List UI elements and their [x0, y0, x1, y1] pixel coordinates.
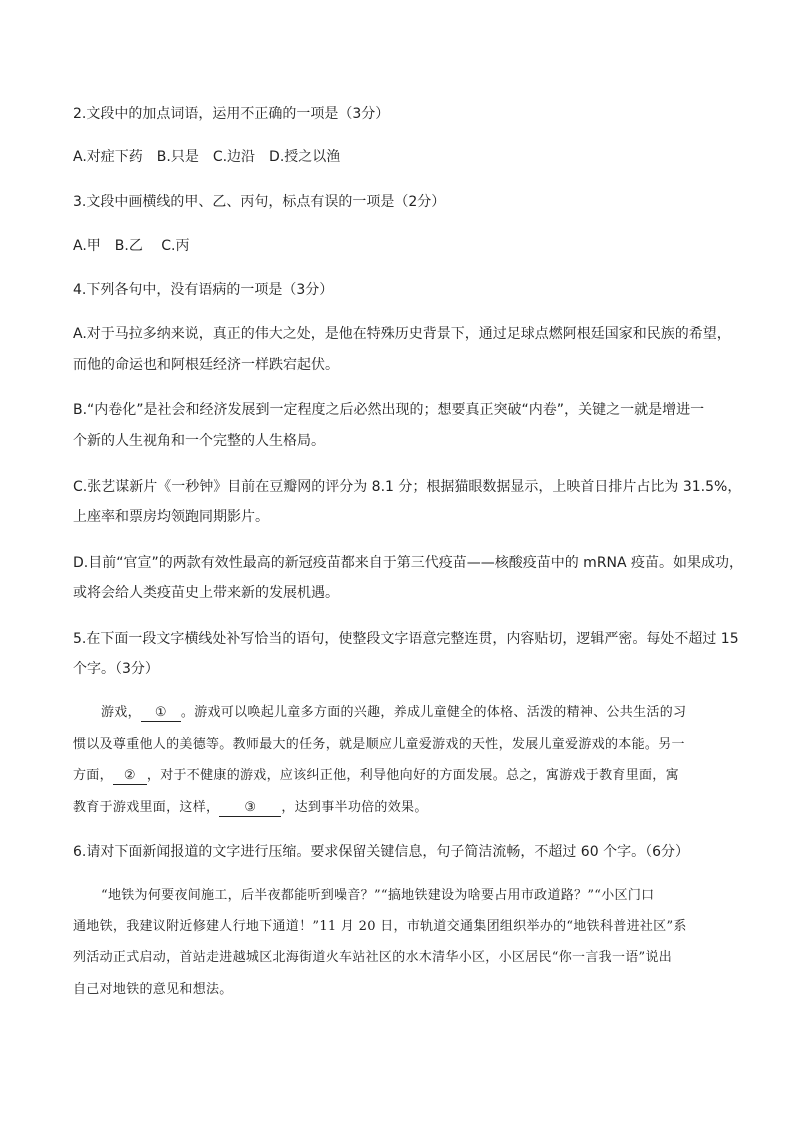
q5-blank-1: ①	[141, 705, 181, 722]
q5-stem-line1: 5.在下面一段文字横线处补写恰当的语句，使整段文字语意完整连贯，内容贴切，逻辑严密。每处不超过 15	[73, 631, 739, 647]
q4-option-c-line1: C.张艺谋新片《一秒钟》目前在豆瓣网的评分为 8.1 分；根据猫眼数据显示，上映首日排片占比为 31.5%，	[73, 479, 742, 495]
q4-option-a-line1: A.对于马拉多纳来说，真正的伟大之处，是他在特殊历史背景下，通过足球点燃阿根廷国家和民族的希望，	[73, 326, 731, 342]
q5-passage-line4: 教育于游戏里面，这样， ③ ，达到事半功倍的效果。	[73, 800, 428, 815]
q5-stem-line2: 个字。（3分）	[73, 661, 159, 677]
q6-news-line3: 列活动正式启动，首站走进越城区北海街道火车站社区的水木清华小区，小区居民“你一言我一语”说出	[73, 950, 673, 965]
q3-stem: 3.文段中画横线的甲、乙、丙句，标点有误的一项是（2分）	[73, 194, 446, 210]
q5-passage-line2: 惯以及尊重他人的美德等。教师最大的任务，就是顺应儿童爱游戏的天性，发展儿童爱游戏的本能。另一	[73, 737, 685, 752]
q5-blank-2: ②	[113, 768, 147, 785]
q2-stem: 2.文段中的加点词语，运用不正确的一项是（3分）	[73, 106, 390, 122]
q4-stem: 4.下列各句中，没有语病的一项是（3分）	[73, 282, 334, 298]
q6-news-line1: “地铁为何要夜间施工，后半夜都能听到噪音？”“搞地铁建设为啥要占用市政道路？”“小区门口	[101, 888, 655, 903]
q6-news-line2: 通地铁，我建议附近修建人行地下通道！”11 月 20 日，市轨道交通集团组织举办的“地铁科普进社区”系	[73, 919, 687, 934]
q5-blank-3: ③	[219, 800, 281, 817]
q6-stem: 6.请对下面新闻报道的文字进行压缩。要求保留关键信息，句子简洁流畅，不超过 60 个字。（6分）	[73, 844, 689, 860]
q4-option-d-line2: 或将会给人类疫苗史上带来新的发展机遇。	[73, 585, 339, 601]
q6-news-line4: 自己对地铁的意见和想法。	[73, 982, 233, 997]
q4-option-c-line2: 上座率和票房均领跑同期影片。	[73, 509, 269, 525]
q2-options: A.对症下药 B.只是 C.边沿 D.授之以渔	[73, 149, 341, 165]
q3-options: A.甲 B.乙 C.丙	[73, 238, 190, 254]
q4-option-a-line2: 而他的命运也和阿根廷经济一样跌宕起伏。	[73, 357, 339, 373]
q4-option-d-line1: D.目前“官宣”的两款有效性最高的新冠疫苗都来自于第三代疫苗——核酸疫苗中的 mRNA 疫苗。如果成功，	[73, 555, 744, 571]
q4-option-b-line2: 个新的人生视角和一个完整的人生格局。	[73, 433, 325, 449]
q5-passage-line3: 方面， ② ，对于不健康的游戏，应该纠正他，利导他向好的方面发展。总之，寓游戏于教育里面，寓	[73, 768, 679, 783]
q5-passage-line1: 游戏， ① 。游戏可以唤起儿童多方面的兴趣，养成儿童健全的体格、活泼的精神、公共生活的习	[101, 705, 687, 720]
q4-option-b-line1: B.“内卷化”是社会和经济发展到一定程度之后必然出现的；想要真正突破“内卷”，关键之一就是增进一	[73, 402, 705, 418]
